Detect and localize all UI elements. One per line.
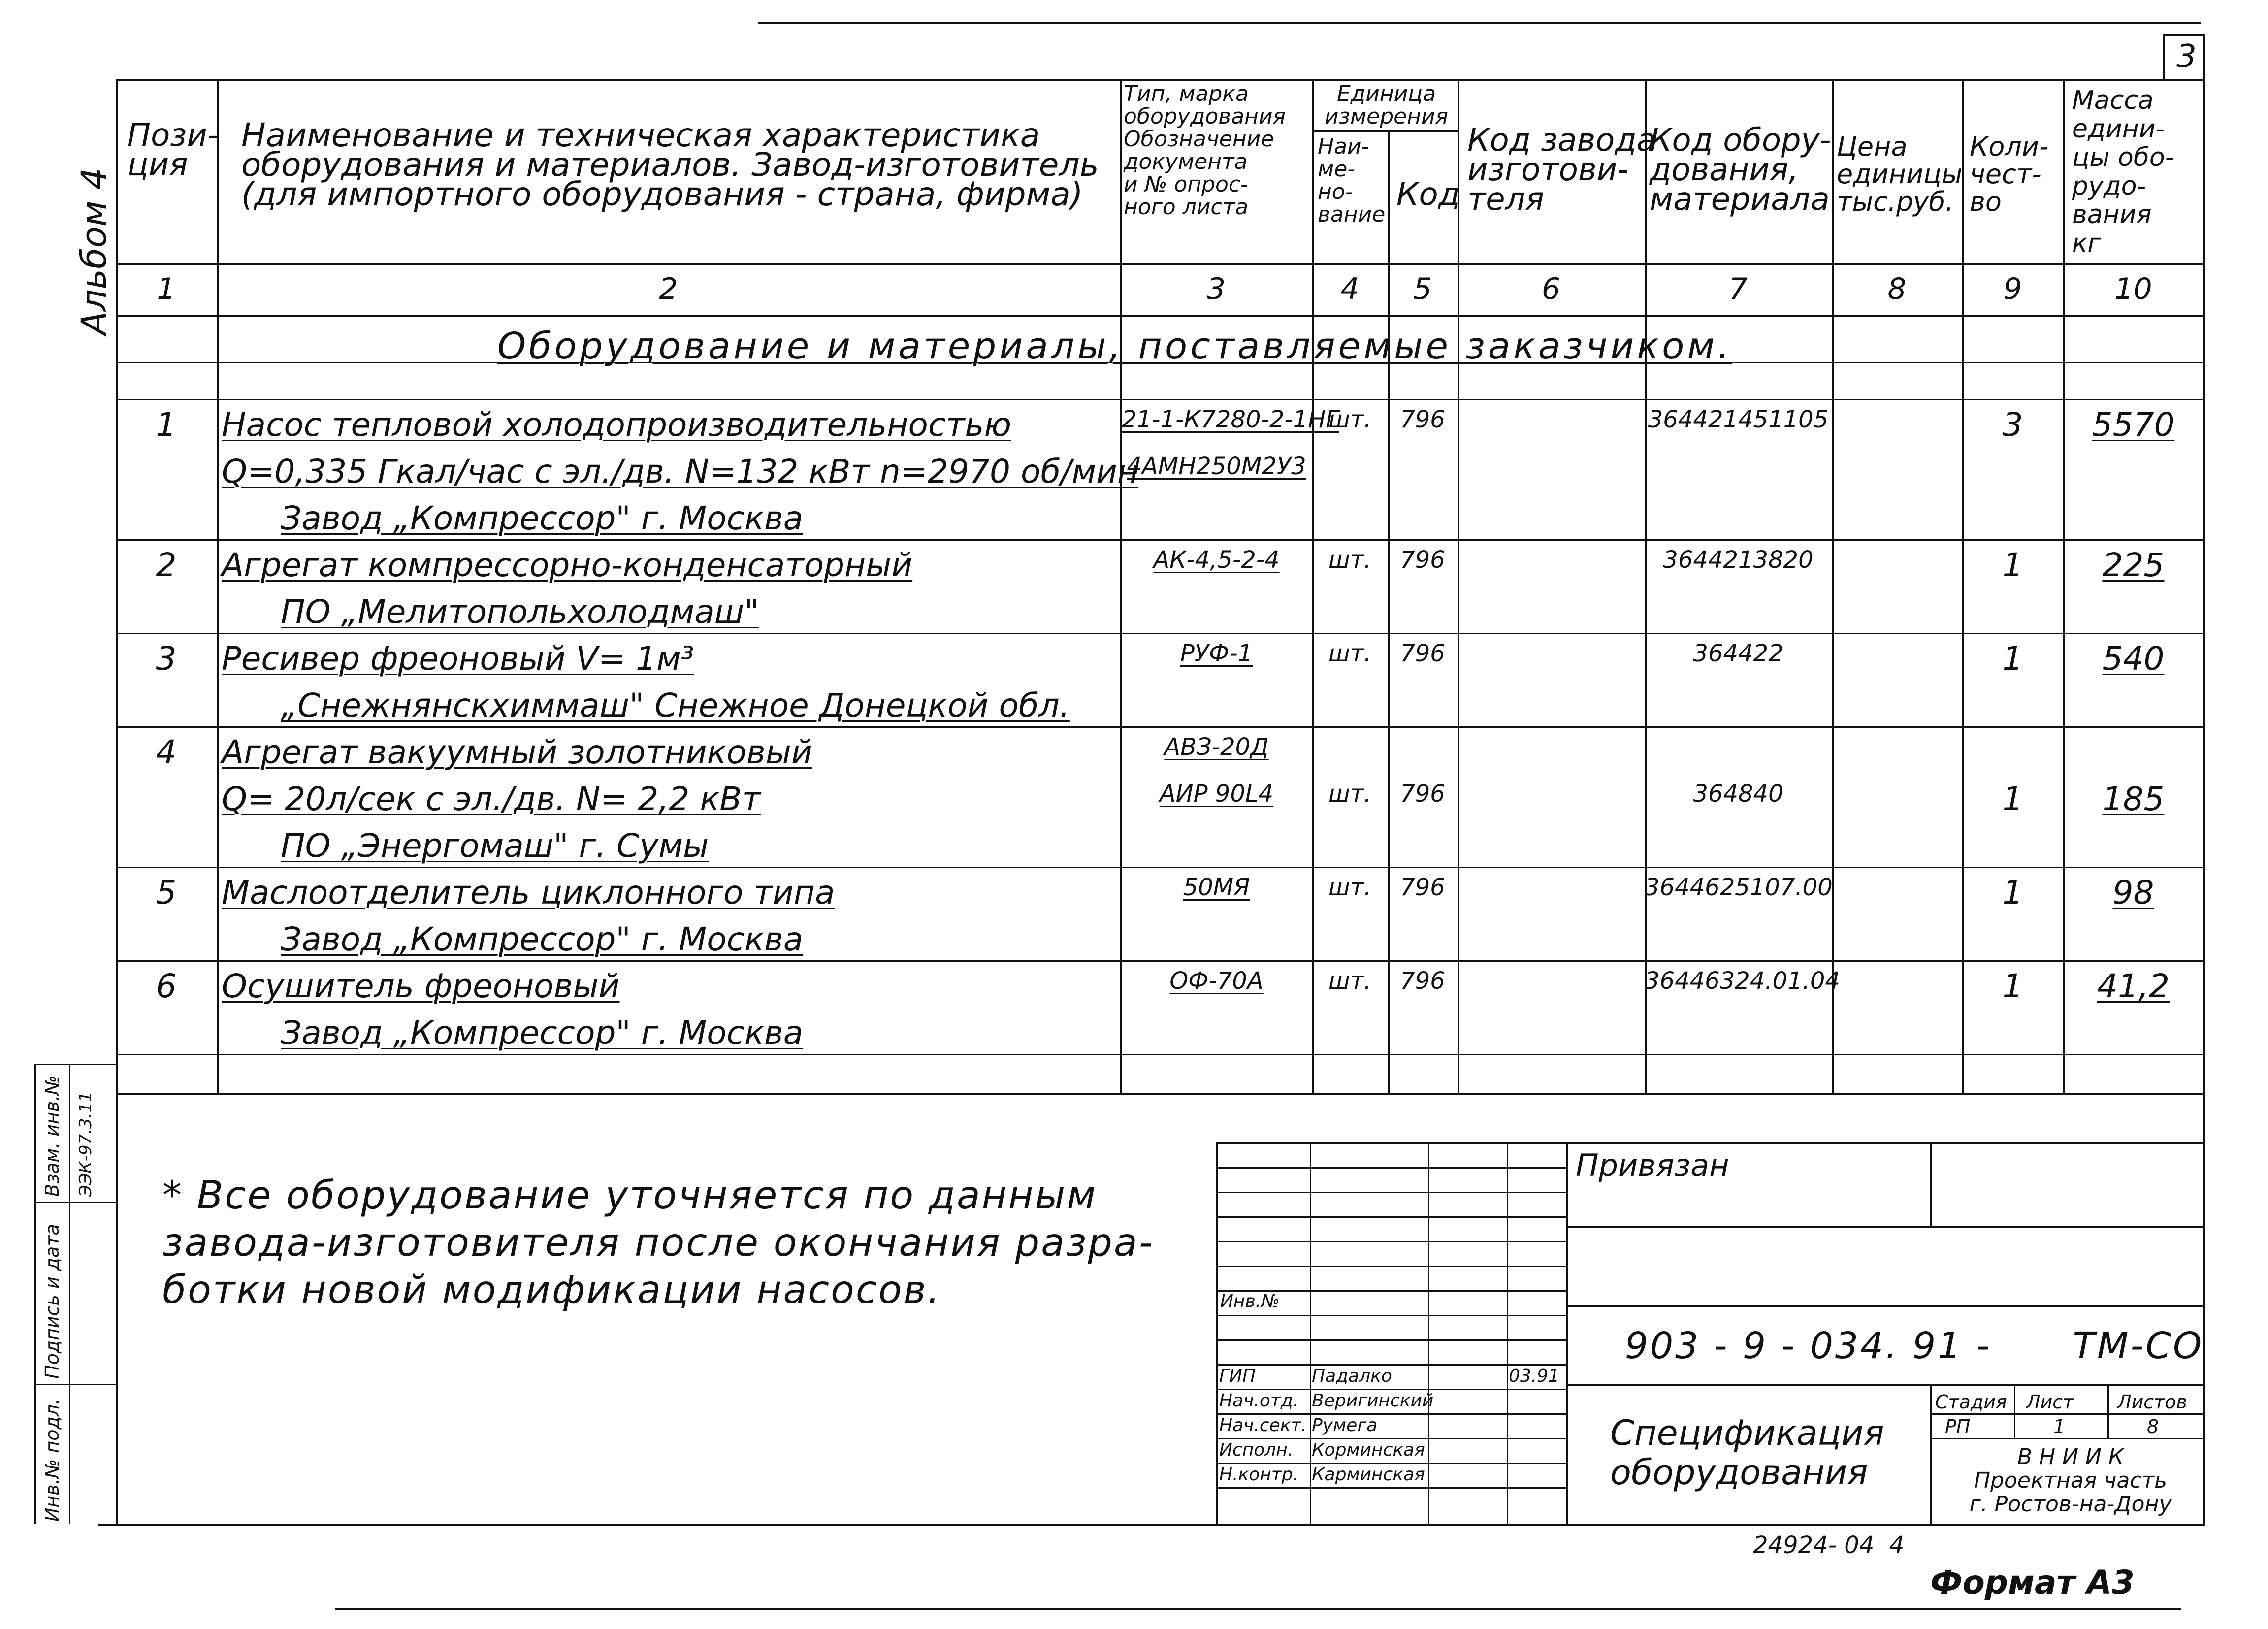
- col-line-8: [1962, 79, 1964, 1093]
- header-type: Тип, марка оборудования Обозначение документа и № опрос- ного листа: [1124, 81, 1286, 220]
- margin-label-replace: Взам. инв.№: [41, 1075, 63, 1197]
- margin-strip-left: [34, 1064, 36, 1524]
- cell-mass: 185: [2102, 780, 2165, 818]
- cell-eqcode: 364421451105: [1648, 406, 1829, 433]
- tb-designation: 903 - 9 - 034. 91 - ТМ-СО: [1625, 1325, 2204, 1367]
- cell-unit: шт.: [1328, 546, 1372, 574]
- signer-name: Корминская: [1312, 1440, 1425, 1460]
- cell-type: 4АМН250М2У3: [1127, 453, 1306, 480]
- cell-code: 796: [1400, 406, 1445, 433]
- cell-pos: 4: [156, 733, 177, 771]
- tb-line-2: [1566, 1305, 2203, 1307]
- cell-type: АВЗ-20Д: [1164, 733, 1269, 761]
- header-eq-code: Код обору- дования, материала: [1650, 122, 1831, 218]
- cell-name: ПО „Энергомаш" г. Сумы: [281, 827, 709, 865]
- cell-mass: 225: [2102, 546, 2165, 584]
- tb-sign-row-2: [1216, 1192, 1566, 1193]
- col-number-3: 3: [1206, 272, 1226, 306]
- col-number-10: 10: [2114, 272, 2152, 306]
- col-number-1: 1: [157, 272, 176, 306]
- col-line-3: [1312, 79, 1314, 1093]
- margin-code: ЭЭК-97.3.11: [76, 1091, 96, 1197]
- col-number-8: 8: [1887, 272, 1907, 306]
- margin-label-inv: Инв.№ подл.: [41, 1398, 63, 1522]
- cell-eqcode: 3644213820: [1663, 546, 1814, 574]
- tb-line-1: [1566, 1226, 2203, 1228]
- col-number-4: 4: [1340, 272, 1360, 306]
- footer-format: Формат А3: [1930, 1564, 2135, 1601]
- numbers-bottom: [116, 315, 2203, 317]
- cell-qty: 1: [2002, 780, 2023, 818]
- frame-top: [116, 79, 2203, 81]
- margin-strip-sep1: [34, 1202, 116, 1203]
- tb-sign-col-1: [1310, 1142, 1311, 1524]
- cell-eqcode: 36446324.01.04: [1645, 967, 1840, 995]
- col-number-9: 9: [2003, 272, 2022, 306]
- margin-label-sign: Подпись и дата: [41, 1224, 63, 1379]
- bottom-edge-line: [335, 1608, 2181, 1610]
- signer-name: Румега: [1312, 1415, 1378, 1435]
- cell-type: 50МЯ: [1183, 874, 1250, 901]
- cell-qty: 3: [2002, 406, 2023, 444]
- tb-sign-row-8: [1216, 1339, 1566, 1341]
- signer-name: Карминская: [1312, 1465, 1425, 1485]
- header-unit-name: Наи- ме- но- вание: [1318, 134, 1386, 227]
- cell-pos: 1: [156, 406, 177, 444]
- section-title: Оборудование и материалы, поставляемые заказчиком.: [497, 325, 1732, 367]
- col-number-2: 2: [659, 272, 678, 306]
- cell-mass: 5570: [2092, 406, 2175, 444]
- tb-sign-col-2: [1428, 1142, 1429, 1524]
- cell-type: АИР 90L4: [1159, 780, 1274, 808]
- cell-qty: 1: [2002, 640, 2023, 678]
- row-line-b: [116, 399, 2203, 400]
- col-number-5: 5: [1413, 272, 1432, 306]
- tb-stage-col-1: [2014, 1384, 2015, 1438]
- tb-bound-label: Привязан: [1576, 1147, 1729, 1183]
- col-number-6: 6: [1541, 272, 1561, 306]
- unit-group-line: [1312, 130, 1458, 132]
- col-line-2: [1120, 79, 1122, 1093]
- cell-name: Завод „Компрессор" г. Москва: [281, 920, 804, 958]
- tb-sign-row-10: [1216, 1389, 1566, 1390]
- tb-sign-row-13: [1216, 1463, 1566, 1464]
- header-name: Наименование и техническая характеристика оборудования и материалов. Завод-изготовитель (для импортного оборудования - страна, фирма): [241, 116, 1099, 213]
- tb-sheets-value: 8: [2147, 1416, 2159, 1437]
- tb-stage-line-2: [1930, 1438, 2203, 1439]
- col-line-6: [1645, 79, 1647, 1093]
- tb-stage-line-1: [1930, 1413, 2203, 1415]
- row-separator: [116, 960, 2203, 962]
- cell-code: 796: [1400, 874, 1445, 901]
- row-line-end1: [116, 1054, 2203, 1055]
- tb-stage-label: Стадия: [1935, 1391, 2007, 1413]
- tb-main-divider: [1566, 1142, 1568, 1524]
- frame-bottom: [98, 1524, 2205, 1526]
- row-separator: [116, 539, 2203, 541]
- tb-sheets-label: Листов: [2117, 1391, 2187, 1413]
- cell-name: Осушитель фреоновый: [222, 967, 620, 1005]
- cell-pos: 6: [156, 967, 177, 1005]
- header-unit-group: Единица измерения: [1325, 81, 1449, 129]
- cell-mass: 540: [2102, 640, 2165, 678]
- cell-name: Агрегат вакуумный золотниковый: [222, 733, 812, 771]
- col-line-9: [2063, 79, 2065, 1093]
- cell-unit: шт.: [1328, 874, 1372, 901]
- tb-doc-title: Спецификация оборудования: [1610, 1413, 1884, 1493]
- tb-sheet-value: 1: [2053, 1416, 2066, 1437]
- cell-code: 796: [1400, 546, 1445, 574]
- cell-pos: 2: [156, 546, 177, 584]
- cell-unit: шт.: [1328, 406, 1372, 433]
- cell-unit: шт.: [1328, 967, 1372, 995]
- frame-right: [2203, 34, 2205, 1524]
- cell-type: ОФ-70А: [1169, 967, 1264, 995]
- signer-role: Нач.отд.: [1219, 1391, 1299, 1411]
- top-edge-line: [758, 22, 2201, 24]
- cell-pos: 5: [156, 874, 177, 912]
- tb-inv-label: Инв.№: [1220, 1291, 1280, 1311]
- cell-name: Агрегат компрессорно-конденсаторный: [222, 546, 913, 584]
- margin-strip-top: [34, 1064, 116, 1065]
- tb-sign-row-1: [1216, 1167, 1566, 1169]
- cell-qty: 1: [2002, 546, 2023, 584]
- tb-sign-row-4: [1216, 1241, 1566, 1242]
- cell-name: Насос тепловой холодопроизводительностью: [222, 406, 1012, 444]
- cell-type: АК-4,5-2-4: [1153, 546, 1280, 574]
- header-mass: Масса едини- цы обо- рудо- вания кг: [2072, 86, 2174, 258]
- cell-qty: 1: [2002, 874, 2023, 912]
- tb-left: [1216, 1142, 1218, 1524]
- tb-sign-row-3: [1216, 1216, 1566, 1218]
- signer-role: Н.контр.: [1219, 1465, 1299, 1485]
- tb-sheet-label: Лист: [2026, 1391, 2074, 1413]
- cell-code: 796: [1400, 780, 1445, 808]
- table-bottom: [116, 1093, 2203, 1095]
- cell-name: Завод „Компрессор" г. Москва: [281, 499, 804, 537]
- header-mfr-code: Код завода изготови- теля: [1467, 122, 1656, 218]
- tb-sign-row-14: [1216, 1487, 1566, 1489]
- tb-sign-row-12: [1216, 1438, 1566, 1439]
- cell-name: Маслоотделитель циклонного типа: [222, 874, 835, 912]
- tb-stage-col-2: [2107, 1384, 2109, 1438]
- cell-mass: 41,2: [2097, 967, 2170, 1005]
- cell-code: 796: [1400, 640, 1445, 667]
- tb-organization: В Н И И К Проектная часть г. Ростов-на-Дону: [1969, 1444, 2172, 1517]
- cell-name: „Снежнянскхиммаш" Снежное Донецкой обл.: [281, 686, 1070, 724]
- cell-name: Q=0,335 Гкал/час с эл./дв. N=132 кВт n=2970 об/мин: [222, 453, 1139, 490]
- cell-mass: 98: [2112, 874, 2154, 912]
- row-separator: [116, 867, 2203, 868]
- tb-top: [1216, 1142, 2203, 1144]
- row-separator: [116, 726, 2203, 728]
- cell-eqcode: 3644625107.00: [1645, 874, 1833, 901]
- footnote: * Все оборудование уточняется по данным завода-изготовителя после окончания разра- ботки новой модификации насосов.: [162, 1173, 1154, 1312]
- header-price: Цена единицы тыс.руб.: [1837, 131, 1963, 217]
- row-separator: [116, 633, 2203, 634]
- cell-eqcode: 364840: [1693, 780, 1783, 808]
- album-label: Альбом 4: [74, 167, 114, 335]
- signer-role: Нач.сект.: [1219, 1415, 1307, 1435]
- footer-code: 24924- 04 4: [1753, 1531, 1905, 1559]
- cell-code: 796: [1400, 967, 1445, 995]
- cell-pos: 3: [156, 640, 177, 678]
- tb-stage-value: РП: [1945, 1416, 1971, 1437]
- col-number-7: 7: [1728, 272, 1748, 306]
- cell-unit: шт.: [1328, 780, 1372, 808]
- tb-sign-row-5: [1216, 1266, 1566, 1267]
- header-bottom: [116, 263, 2203, 265]
- cell-qty: 1: [2002, 967, 2023, 1005]
- cell-type: РУФ-1: [1180, 640, 1253, 667]
- cell-type: 21-1-К7280-2-1НГ: [1122, 406, 1339, 433]
- header-qty: Коли- чест- во: [1970, 131, 2049, 217]
- cell-name: Завод „Компрессор" г. Москва: [281, 1014, 804, 1052]
- cell-name: ПО „Мелитопольхолодмаш": [281, 593, 759, 631]
- col-line-5: [1458, 79, 1459, 1093]
- cell-eqcode: 364422: [1693, 640, 1783, 667]
- tb-stage-divider: [1930, 1384, 1932, 1524]
- signer-name: Веригинский: [1312, 1391, 1434, 1411]
- header-position: Пози- ция: [127, 117, 219, 183]
- sheet-number: 3: [2176, 38, 2197, 75]
- signer-role: ГИП: [1219, 1366, 1256, 1386]
- sheet-number-box: [2163, 34, 2165, 80]
- cell-unit: шт.: [1328, 640, 1372, 667]
- tb-sign-col-3: [1507, 1142, 1508, 1524]
- sheet-number-box-top: [2163, 34, 2205, 36]
- margin-strip-mid: [69, 1064, 70, 1524]
- signer-name: Падалко: [1312, 1366, 1392, 1386]
- signer-date: 03.91: [1509, 1366, 1560, 1386]
- margin-strip-sep2: [34, 1384, 116, 1385]
- tb-sign-row-9: [1216, 1364, 1566, 1366]
- col-line-7: [1832, 79, 1834, 1093]
- col-line-1: [217, 79, 219, 1093]
- signer-role: Исполн.: [1219, 1440, 1294, 1460]
- tb-sign-row-11: [1216, 1413, 1566, 1415]
- cell-name: Q= 20л/сек с эл./дв. N= 2,2 кВт: [222, 780, 761, 818]
- cell-name: Ресивер фреоновый V= 1м³: [222, 640, 694, 678]
- tb-sign-row-7: [1216, 1315, 1566, 1316]
- tb-bound-divider: [1930, 1142, 1932, 1226]
- header-unit-code: Код: [1396, 176, 1460, 213]
